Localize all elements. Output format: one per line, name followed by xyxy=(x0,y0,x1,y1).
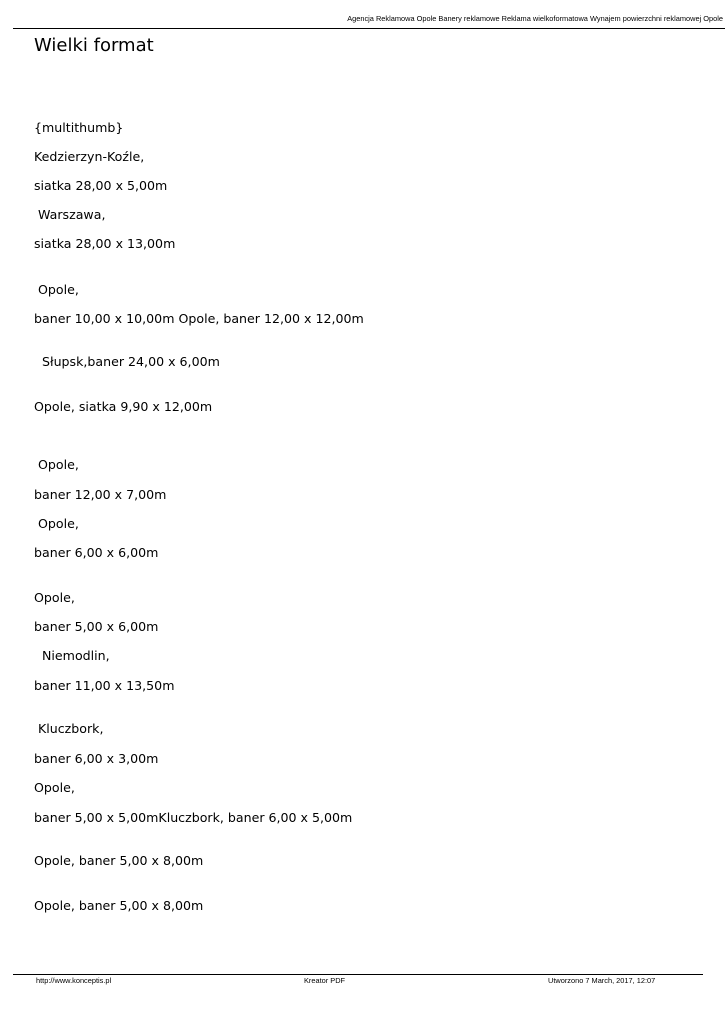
content-line: Opole, xyxy=(34,282,79,297)
content-line: baner 12,00 x 7,00m xyxy=(34,487,167,502)
content-line: Kluczbork, xyxy=(34,721,104,736)
content-line: Niemodlin, xyxy=(34,648,110,663)
footer-url[interactable]: http://www.konceptis.pl xyxy=(36,976,112,985)
page-title: Wielki format xyxy=(34,35,154,56)
content-line: Opole, xyxy=(34,590,75,605)
content-line: {multithumb} xyxy=(34,120,124,135)
content-line: baner 11,00 x 13,50m xyxy=(34,678,175,693)
footer-generator: Kreator PDF xyxy=(304,976,346,985)
header-divider xyxy=(13,28,725,29)
content-line: Słupsk,baner 24,00 x 6,00m xyxy=(34,354,220,369)
content-line: Opole, xyxy=(34,780,75,795)
content-line: Opole, siatka 9,90 x 12,00m xyxy=(34,399,213,414)
content-line: baner 6,00 x 6,00m xyxy=(34,545,159,560)
content-line: baner 6,00 x 3,00m xyxy=(34,751,159,766)
content-line: baner 5,00 x 5,00mKluczbork, baner 6,00 x 5,00m xyxy=(34,810,353,825)
content-line: Opole, baner 5,00 x 8,00m xyxy=(34,898,204,913)
content-line: Opole, xyxy=(34,516,79,531)
content-line: baner 10,00 x 10,00m Opole, baner 12,00 x 12,00m xyxy=(34,311,364,326)
header-site-title: Agencja Reklamowa Opole Banery reklamowe Reklama wielkoformatowa Wynajem powierzchni reklamowej Opole xyxy=(347,14,723,23)
content-line: baner 5,00 x 6,00m xyxy=(34,619,159,634)
content-line: siatka 28,00 x 13,00m xyxy=(34,236,176,251)
content-line: Warszawa, xyxy=(34,207,106,222)
footer-created-date: Utworzono 7 March, 2017, 12:07 xyxy=(548,976,656,985)
content-line: Kedzierzyn-Koźle, xyxy=(34,149,145,164)
footer-divider xyxy=(13,974,703,975)
content-line: Opole, baner 5,00 x 8,00m xyxy=(34,853,204,868)
content-line: siatka 28,00 x 5,00m xyxy=(34,178,168,193)
content-line: Opole, xyxy=(34,457,79,472)
